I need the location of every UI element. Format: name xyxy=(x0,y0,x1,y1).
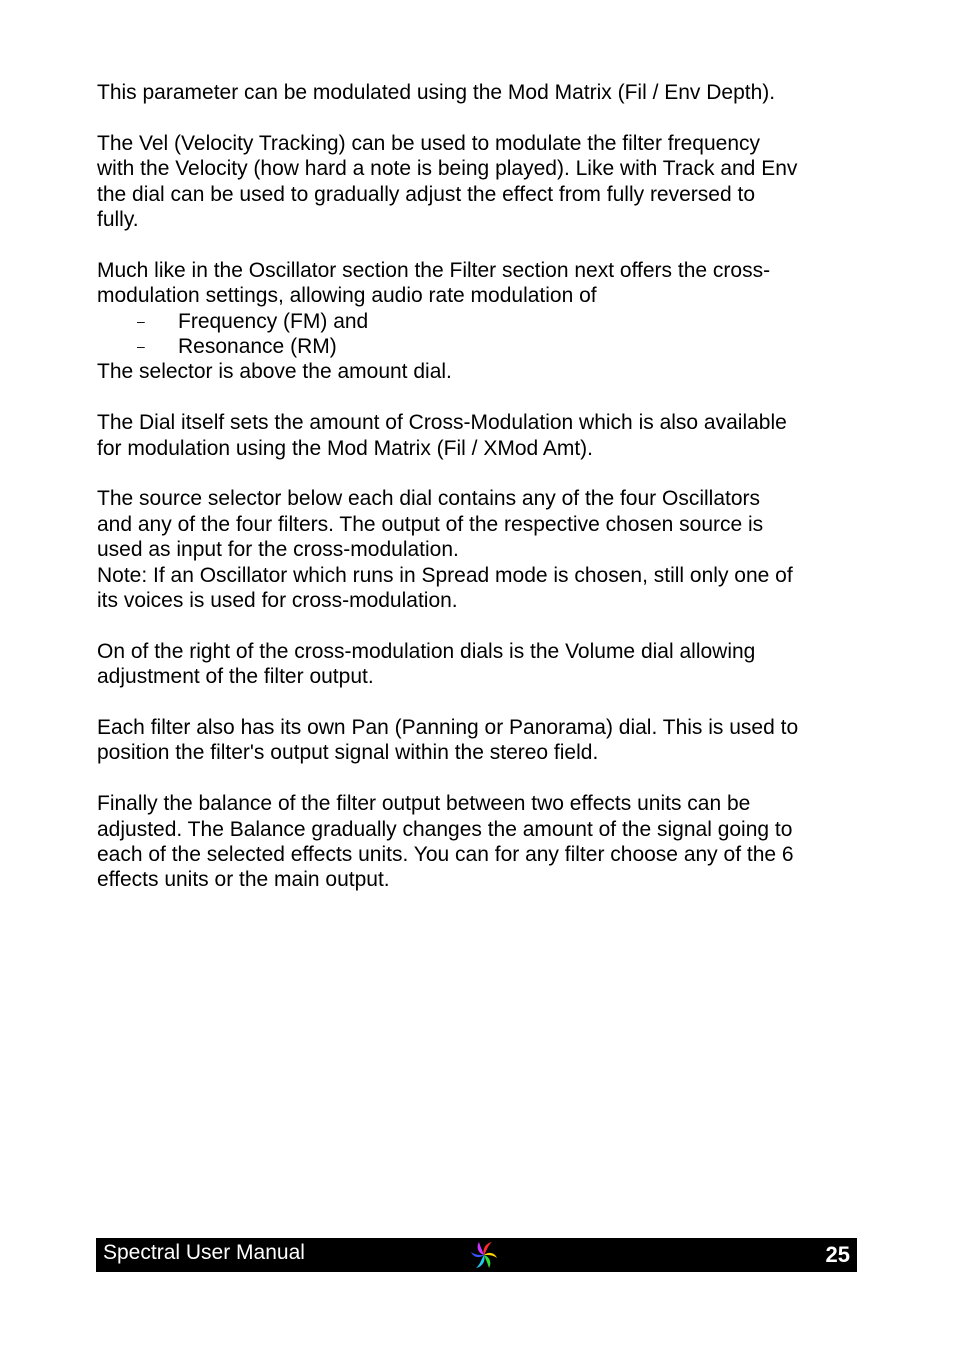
text-line: used as input for the cross-modulation. xyxy=(97,538,459,562)
text-line: each of the selected effects units. You can for any filter choose any of the 6 xyxy=(97,843,794,867)
text-line: with the Velocity (how hard a note is being played). Like with Track and Env xyxy=(97,157,798,181)
bullet-text: Frequency (FM) and xyxy=(178,309,369,333)
text-line: Note: If an Oscillator which runs in Spread mode is chosen, still only one of xyxy=(97,563,793,587)
paragraph-cross-modulation xyxy=(97,258,863,385)
paragraph-velocity-tracking xyxy=(97,131,863,233)
text-line: adjustment of the filter output. xyxy=(97,665,374,689)
text-line: effects units or the main output. xyxy=(97,868,390,892)
paragraph-mod-matrix-note xyxy=(97,80,863,105)
text-line: The Dial itself sets the amount of Cross-Modulation which is also available xyxy=(97,411,787,435)
spectral-swirl-logo-icon xyxy=(467,1239,501,1271)
bullet-text: Resonance (RM) xyxy=(178,335,337,359)
text-line: The source selector below each dial contains any of the four Oscillators xyxy=(97,487,761,511)
text-line: The selector is above the amount dial. xyxy=(97,360,452,384)
footer-title: Spectral User Manual xyxy=(103,1241,305,1264)
text-line: modulation settings, allowing audio rate modulation of xyxy=(97,284,597,308)
text-line: its voices is used for cross-modulation. xyxy=(97,589,458,613)
text-line: This parameter can be modulated using the Mod Matrix (Fil / Env Depth). xyxy=(97,81,776,104)
text-line: for modulation using the Mod Matrix (Fil / XMod Amt). xyxy=(97,436,594,460)
text-line: Each filter also has its own Pan (Panning or Panorama) dial. This is used to xyxy=(97,716,799,740)
page-number: 25 xyxy=(825,1242,850,1267)
document-body xyxy=(97,80,863,918)
text-line: adjusted. The Balance gradually changes the amount of the signal going to xyxy=(97,817,793,841)
text-line: The Vel (Velocity Tracking) can be used to modulate the filter frequency xyxy=(97,131,761,155)
paragraph-dial-amount xyxy=(97,410,863,461)
text-line: fully. xyxy=(97,208,139,232)
text-line: On of the right of the cross-modulation dials is the Volume dial allowing xyxy=(97,639,756,663)
text-line: Finally the balance of the filter output between two effects units can be xyxy=(97,792,751,816)
text-line: and any of the four filters. The output of the respective chosen source is xyxy=(97,512,764,536)
text-line: Much like in the Oscillator section the Filter section next offers the cross- xyxy=(97,258,771,282)
paragraph-source-selector xyxy=(97,486,863,613)
bullet-item-rm xyxy=(97,334,863,359)
paragraph-pan-dial xyxy=(97,715,863,766)
paragraph-balance xyxy=(97,791,863,893)
bullet-dash: – xyxy=(137,312,145,329)
bullet-item-fm xyxy=(97,309,863,334)
text-line: position the filter's output signal within the stereo field. xyxy=(97,741,599,765)
bullet-dash: – xyxy=(137,338,145,355)
paragraph-volume-dial xyxy=(97,639,863,690)
text-line: the dial can be used to gradually adjust the effect from fully reversed to xyxy=(97,182,755,206)
page-footer xyxy=(96,1238,857,1272)
